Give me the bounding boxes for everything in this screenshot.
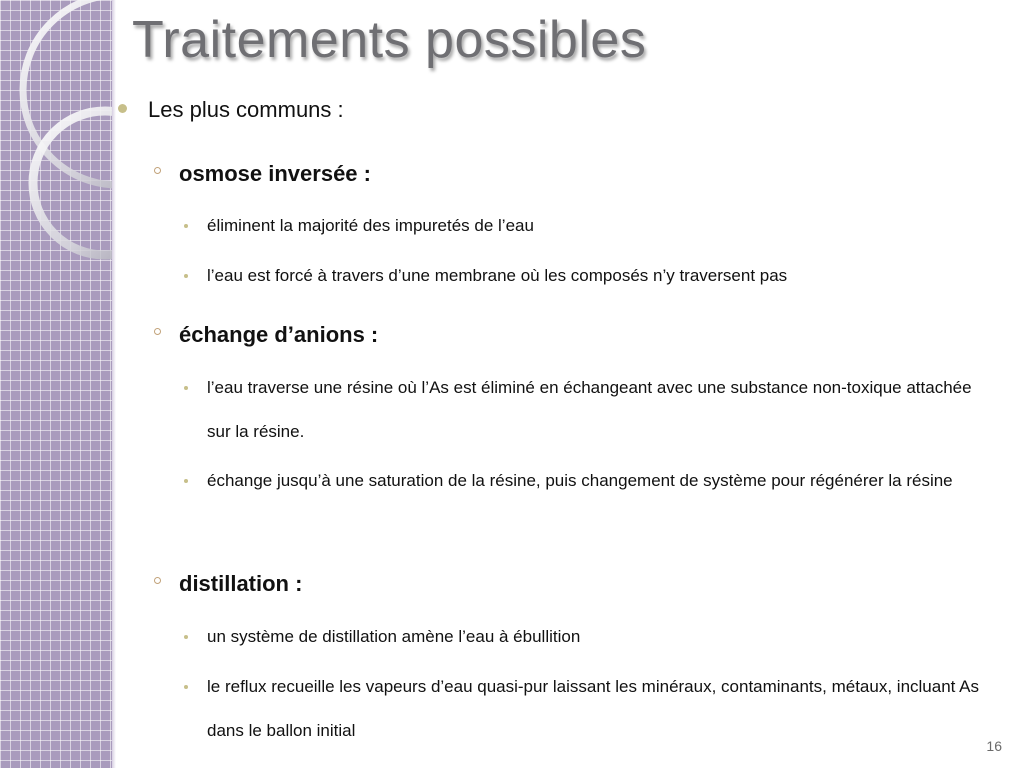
list-item-text: un système de distillation amène l’eau à ébullition	[207, 627, 581, 646]
side-panel-edge	[112, 0, 116, 768]
small-bullet-icon	[184, 224, 188, 228]
bullet-level1-text: Les plus communs :	[148, 97, 344, 122]
list-item-text: éliminent la majorité des impuretés de l’eau	[207, 216, 534, 235]
section-heading-text: distillation :	[179, 571, 303, 596]
page-number: 16	[986, 738, 1002, 754]
section-heading-text: échange d’anions :	[179, 322, 379, 347]
list-item-text: l’eau est forcé à travers d’une membrane où les composés n’y traversent pas	[207, 266, 788, 285]
small-bullet-icon	[184, 685, 188, 689]
small-bullet-icon	[184, 386, 188, 390]
list-item-text: l’eau traverse une résine où l’As est éliminé en échangeant avec une substance non-toxique attachée sur la résine.	[207, 378, 972, 441]
list-item-text: échange jusqu’à une saturation de la résine, puis changement de système pour régénérer la résine	[207, 471, 953, 490]
hollow-bullet-icon	[154, 167, 161, 174]
list-item-text: le reflux recueille les vapeurs d’eau quasi-pur laissant les minéraux, contaminants, métaux, incluant As dans le ballon initial	[207, 677, 980, 740]
hollow-bullet-icon	[154, 328, 161, 335]
bullet-dot-icon	[118, 104, 127, 113]
small-bullet-icon	[184, 635, 188, 639]
decorative-rings	[0, 0, 112, 260]
small-bullet-icon	[184, 274, 188, 278]
small-bullet-icon	[184, 479, 188, 483]
hollow-bullet-icon	[154, 577, 161, 584]
slide-title: Traitements possibles	[132, 11, 647, 69]
section-heading-text: osmose inversée :	[179, 161, 371, 186]
decorative-side-panel	[0, 0, 112, 768]
